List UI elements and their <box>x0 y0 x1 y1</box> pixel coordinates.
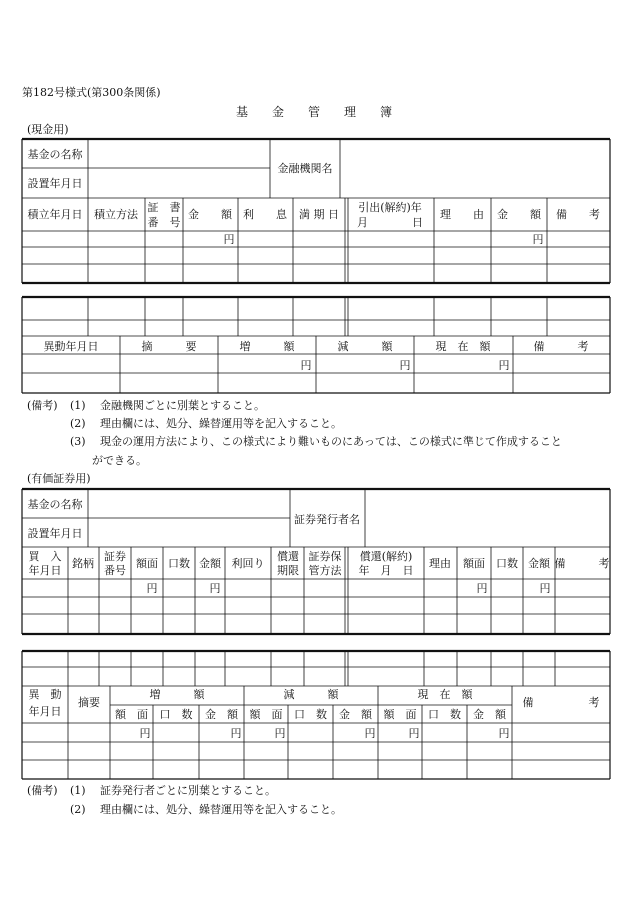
yen-2: 円 <box>532 233 544 246</box>
sub-yen-face-0: 円 <box>139 727 151 740</box>
sec-col-reason: 理由 <box>429 557 451 570</box>
sec-col-remarks: 備 考 <box>554 557 610 570</box>
sec-yen-3: 円 <box>476 582 488 595</box>
sec-mv-current: 現 在 額 <box>417 688 473 701</box>
sec-col-redeem-bottom: 期限 <box>277 564 299 577</box>
sub-yen-amount-1: 円 <box>364 727 376 740</box>
col-accum-method: 積立方法 <box>94 208 138 221</box>
sec-col-custody-top: 証券保 <box>308 550 342 563</box>
sec-col-buy-bottom: 年月日 <box>28 564 62 577</box>
mv-yen-2: 円 <box>399 359 411 372</box>
sec-col-brand: 銘柄 <box>72 557 94 570</box>
col-interest: 利 息 <box>243 208 287 221</box>
cash-note-3-num: (3) <box>70 435 86 448</box>
sec-mv-date-bottom: 年月日 <box>28 705 62 718</box>
col-cert-top: 証 書 <box>147 201 181 214</box>
sec-setup-date-label: 設置年月日 <box>27 527 83 540</box>
sec-yen-4: 円 <box>539 582 551 595</box>
sec-mv-remarks: 備 考 <box>522 696 600 709</box>
sec-col-redemption-top: 償還(解約) <box>359 550 413 563</box>
cash-note-2: 理由欄には、処分、繰替運用等を記入すること。 <box>100 417 342 430</box>
col-withdraw-bottom: 月 日 <box>357 216 423 229</box>
cash-notes-label: (備考) <box>27 399 58 412</box>
sub-amount-2: 金 額 <box>473 708 506 721</box>
sub-count-2: 口 数 <box>428 708 461 721</box>
cash-note-3: 現金の運用方法により、この様式により難いものにあっては、この様式に準じて作成すること <box>100 435 562 448</box>
sec-mv-date-top: 異 動 <box>28 688 62 701</box>
sec-mv-increase: 増 額 <box>149 688 205 701</box>
mv-yen-3: 円 <box>498 359 510 372</box>
sec-col-amount2: 金額 <box>528 557 550 570</box>
col-reason: 理 由 <box>440 208 484 221</box>
mv-decrease: 減 額 <box>337 340 393 353</box>
sec-col-buy-top: 買 入 <box>28 550 62 563</box>
sub-count-1: 口 数 <box>294 708 327 721</box>
sec-fund-name-label: 基金の名称 <box>27 498 83 511</box>
sec-col-yield: 利回り <box>231 557 265 570</box>
sec-col-count: 口数 <box>168 557 190 570</box>
yen-1: 円 <box>223 233 235 246</box>
bank-name-label: 金融機関名 <box>277 162 333 175</box>
sub-amount-0: 金 額 <box>205 708 238 721</box>
sub-yen-face-2: 円 <box>408 727 420 740</box>
sec-note-2: 理由欄には、処分、繰替運用等を記入すること。 <box>100 803 342 816</box>
form-number: 第182号様式(第300条関係) <box>22 86 161 99</box>
sec-col-redemption-bottom: 年 月 日 <box>358 564 414 577</box>
fund-name-label: 基金の名称 <box>27 148 83 161</box>
sec-note-1-num: (1) <box>70 784 86 797</box>
sec-mv-decrease: 減 額 <box>283 688 339 701</box>
sec-col-redeem-top: 償還 <box>277 550 299 563</box>
sec-yen-1: 円 <box>146 582 158 595</box>
col-accum-date: 積立年月日 <box>27 208 83 221</box>
col-remarks: 備 考 <box>556 208 600 221</box>
cash-section-label: (現金用) <box>27 123 69 136</box>
sub-face-2: 額 面 <box>383 708 417 721</box>
mv-remarks: 備 考 <box>533 340 589 353</box>
sec-col-face: 額面 <box>136 557 158 570</box>
sec-note-1: 証券発行者ごとに別葉とすること。 <box>100 784 276 797</box>
cash-note-1-num: (1) <box>70 399 86 412</box>
cash-note-3-cont: ができる。 <box>92 454 147 467</box>
sub-yen-amount-2: 円 <box>498 727 510 740</box>
sec-notes-label: (備考) <box>27 784 58 797</box>
sub-face-1: 額 面 <box>249 708 283 721</box>
col-maturity: 満 期 日 <box>299 208 339 221</box>
mv-date: 異動年月日 <box>43 340 99 353</box>
sec-col-cert-bottom: 番号 <box>104 564 126 577</box>
page-title: 基 金 管 理 簿 <box>236 105 393 119</box>
mv-current: 現 在 額 <box>435 340 491 353</box>
cash-note-2-num: (2) <box>70 417 86 430</box>
mv-yen-1: 円 <box>300 359 312 372</box>
sec-col-amount: 金額 <box>199 557 221 570</box>
sub-face-0: 額 面 <box>115 708 148 721</box>
mv-summary: 摘 要 <box>141 340 197 353</box>
col-amount2: 金 額 <box>497 208 541 221</box>
sec-col-custody-bottom: 管方法 <box>308 564 342 577</box>
col-cert-bottom: 番 号 <box>147 216 181 229</box>
sub-yen-amount-0: 円 <box>230 727 242 740</box>
sec-col-cert-top: 証券 <box>104 550 126 563</box>
cash-note-1: 金融機関ごとに別葉とすること。 <box>100 399 265 412</box>
col-withdraw-top: 引出(解約)年 <box>358 201 422 214</box>
sec-col-face2: 額面 <box>463 557 485 570</box>
setup-date-label: 設置年月日 <box>27 177 83 190</box>
sub-amount-1: 金 額 <box>339 708 372 721</box>
sec-note-2-num: (2) <box>70 803 86 816</box>
col-amount: 金 額 <box>188 208 232 221</box>
sec-mv-summary: 摘要 <box>78 696 100 709</box>
sec-yen-2: 円 <box>209 582 221 595</box>
sec-col-count2: 口数 <box>496 557 518 570</box>
sub-yen-face-1: 円 <box>274 727 286 740</box>
sub-count-0: 口 数 <box>159 708 193 721</box>
mv-increase: 増 額 <box>239 340 295 353</box>
securities-section-label: (有価証券用) <box>27 472 91 485</box>
issuer-label: 証券発行者名 <box>294 513 360 526</box>
